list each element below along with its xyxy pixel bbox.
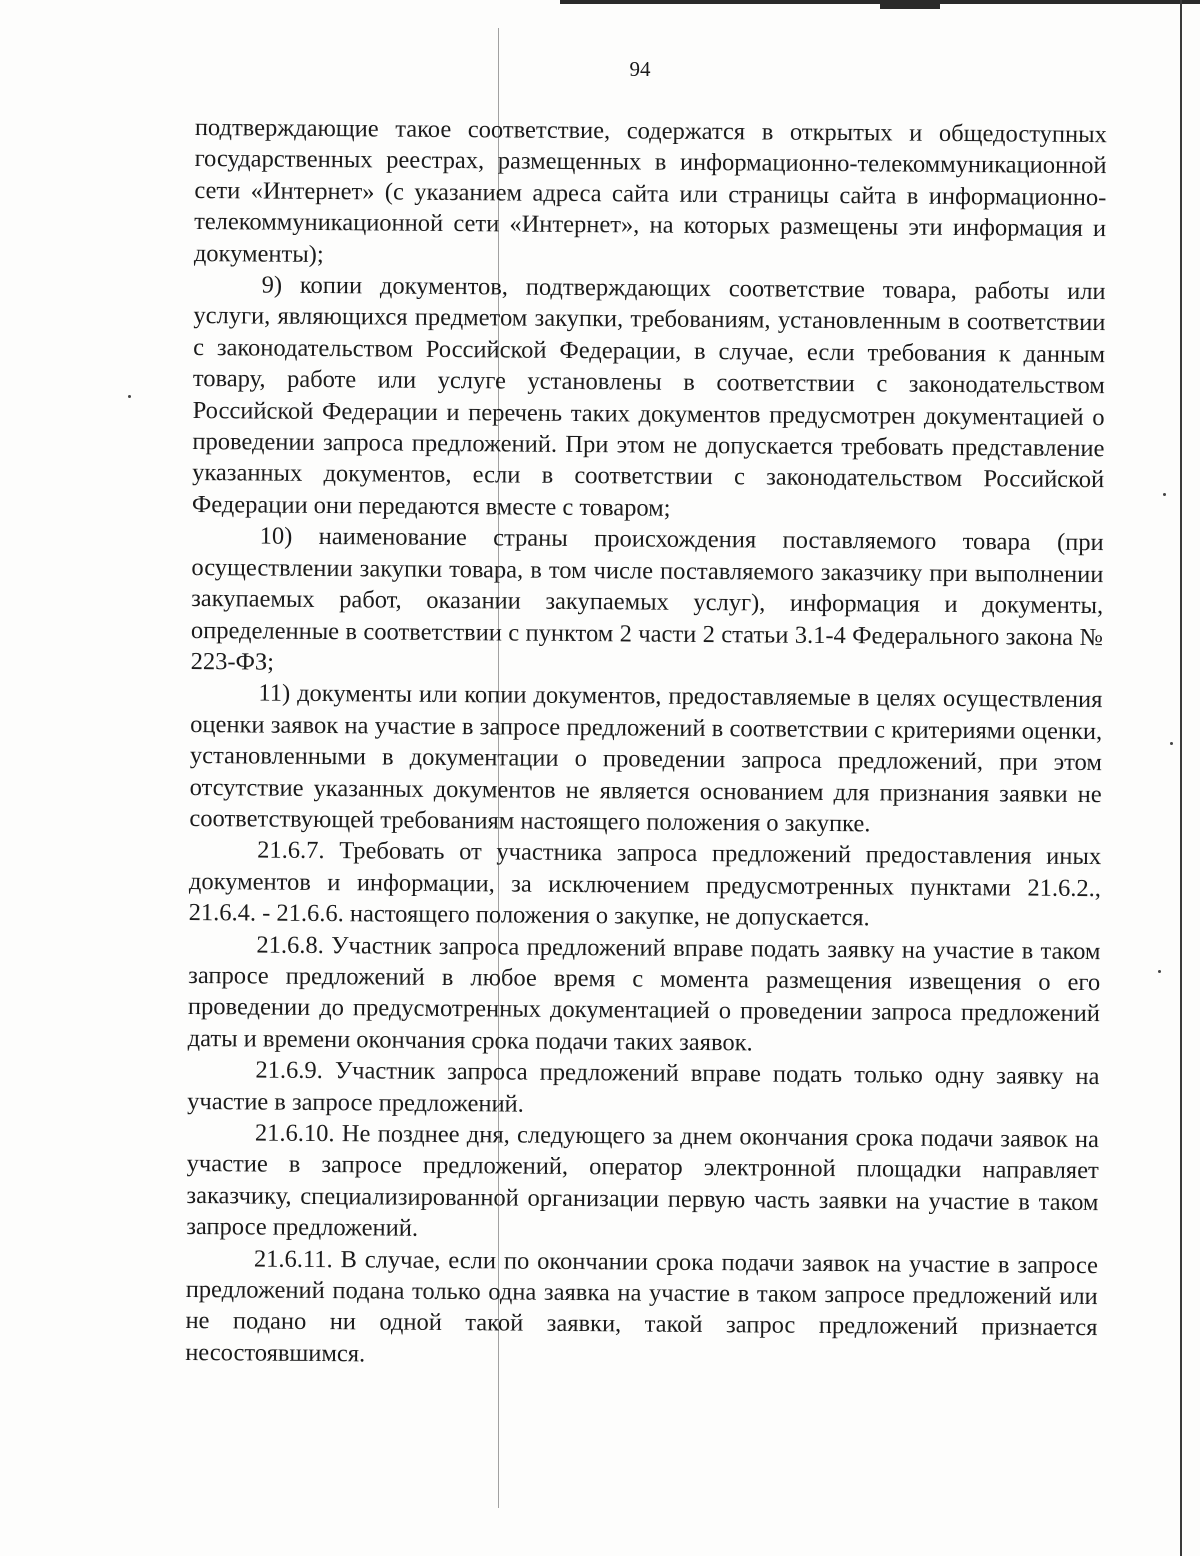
scan-edge-right (1180, 0, 1182, 1556)
scan-speck (1170, 742, 1173, 745)
paragraph-21-6-10: 21.6.10. Не позднее дня, следующего за днем окончания срока подачи заявок на участие в запросе предложений, оператор электронной площадки направляет заказчику, специализированной организации первую часть заявки на участие в таком запросе предложений. (186, 1119, 1100, 1243)
paragraph-21-6-9: 21.6.9. Участник запроса предложений вправе подать только одну заявку на участие в запросе предложений. (187, 1056, 1100, 1118)
paragraph-21-6-8: 21.6.8. Участник запроса предложений вправе подать заявку на участие в таком запросе предложений в любое время с момента размещения извещения о его проведении до предусмотренных документацией о проведении запроса предложений даты и времени окончания срока подачи таких заявок. (187, 931, 1101, 1057)
paragraph-continuation: подтверждающие такое соответствие, содержатся в открытых и общедоступных государственных реестрах, размещенных в информационно-телекоммуникационной сети «Интернет» (с указанием адреса сайта или страницы сайта в информационно-телекоммуникационной сети «Интернет», на которых размещены эти информация и документы); (193, 113, 1107, 268)
scan-speck (1163, 493, 1166, 496)
paragraph-item-9: 9) копии документов, подтверждающих соответствие товара, работы или услуги, являющихся предметом закупки, требованиям, установленным в соответствии с законодательством Российской Федерации, в случае, если требования к данным товару, работе или услуге установлены в соответствии с законодательством Российской Федерации и перечень таких документов предусмотрен документацией о проведении запроса предложений. При этом не допускается требовать представление указанных документов, если в соответствии с законодательством Российской Федерации они передаются вместе с товаром; (191, 271, 1106, 522)
document-body (185, 112, 1107, 1375)
paragraph-item-11: 11) документы или копии документов, предоставляемые в целях осуществления оценки заявок на участие в запросе предложений в соответствии с критериями оценки, установленными в документации о проведении запроса предложений, при этом отсутствие указанных документов не является основанием для признания заявки не соответствующей требованиям настоящего положения о закупке. (189, 679, 1103, 838)
paragraph-21-6-7: 21.6.7. Требовать от участника запроса предложений предоставления иных документов и информации, за исключением предусмотренных пунктами 21.6.2., 21.6.4. - 21.6.6. настоящего положения о закупке, не допускается. (188, 836, 1102, 932)
paragraph-21-6-11: 21.6.11. В случае, если по окончании срока подачи заявок на участие в запросе предложений подана только одна заявка на участие в таком запросе предложений или не подано ни одной такой заявки, такой запрос предложений признается несостоявшимся. (185, 1245, 1099, 1368)
scan-mark-top (880, 0, 940, 9)
scan-speck (1158, 970, 1161, 973)
paragraph-item-10: 10) наименование страны происхождения поставляемого товара (при осуществлении закупки товара, в том числе поставляемого заказчику при выполнении закупаемых работ, оказании закупаемых услуг), информация и документы, определенные в соответствии с пунктом 2 части 2 статьи 3.1-4 Федерального закона № 223-ФЗ; (190, 522, 1104, 676)
scan-speck (128, 395, 131, 398)
page-number: 94 (629, 57, 651, 81)
